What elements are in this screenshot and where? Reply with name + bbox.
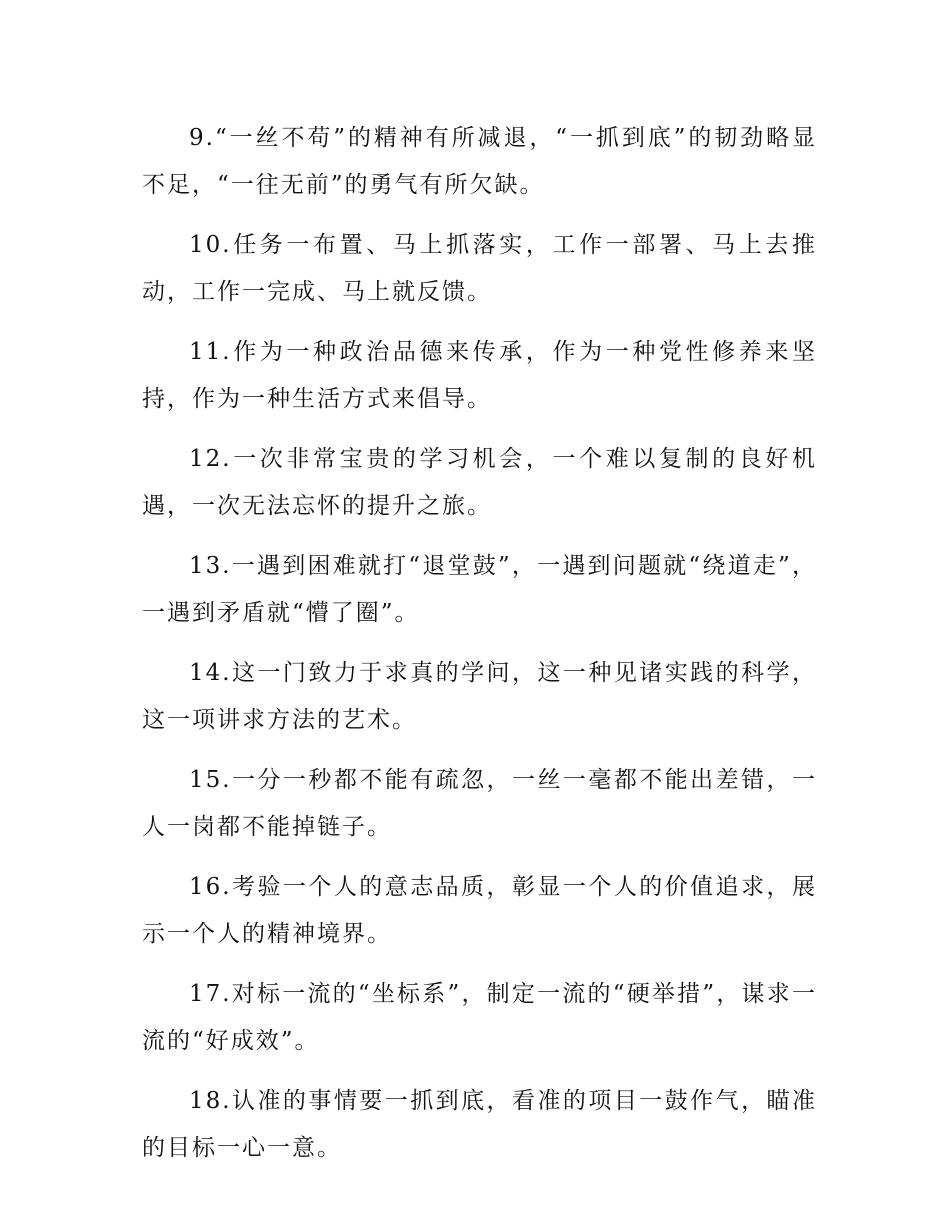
paragraph-item-15: 15.一分一秒都不能有疏忽，一丝一毫都不能出差错，一人一岗都不能掉链子。 bbox=[142, 767, 817, 840]
paragraph-item-9: 9.“一丝不苟”的精神有所减退，“一抓到底”的韧劲略显不足，“一往无前”的勇气有所欠缺。 bbox=[142, 125, 817, 198]
paragraph-item-17: 17.对标一流的“坐标系”，制定一流的“硬举措”，谋求一流的“好成效”。 bbox=[142, 981, 817, 1054]
paragraph-item-12: 12.一次非常宝贵的学习机会，一个难以复制的良好机遇，一次无法忘怀的提升之旅。 bbox=[142, 446, 817, 519]
paragraph-item-10: 10.任务一布置、马上抓落实，工作一部署、马上去推动，工作一完成、马上就反馈。 bbox=[142, 232, 817, 305]
paragraph-item-14: 14.这一门致力于求真的学问，这一种见诸实践的科学，这一项讲求方法的艺术。 bbox=[142, 660, 817, 733]
paragraph-item-16: 16.考验一个人的意志品质，彰显一个人的价值追求，展示一个人的精神境界。 bbox=[142, 874, 817, 947]
document-body bbox=[142, 115, 817, 1185]
paragraph-item-11: 11.作为一种政治品德来传承，作为一种党性修养来坚持，作为一种生活方式来倡导。 bbox=[142, 339, 817, 412]
paragraph-item-13: 13.一遇到困难就打“退堂鼓”，一遇到问题就“绕道走”，一遇到矛盾就“懵了圈”。 bbox=[142, 553, 817, 626]
paragraph-item-18: 18.认准的事情要一抓到底，看准的项目一鼓作气，瞄准的目标一心一意。 bbox=[142, 1088, 817, 1161]
